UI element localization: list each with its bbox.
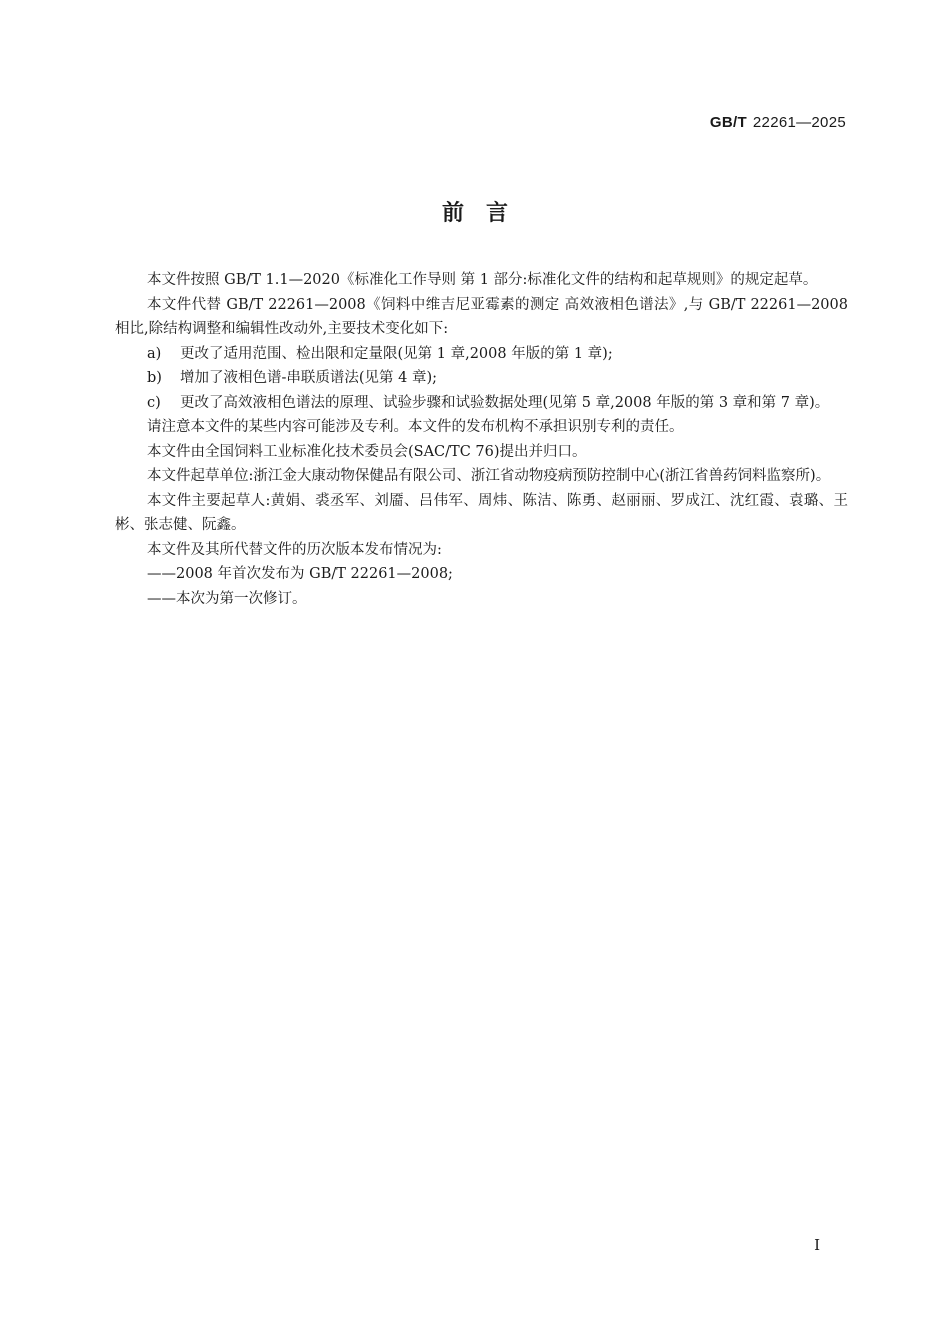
history-item-revision: ——本次为第一次修订。: [147, 590, 307, 607]
history-item-2008: ——2008 年首次发布为 GB/T 22261—2008;: [147, 566, 453, 582]
paragraph-drafting-units: 本文件起草单位:浙江金大康动物保健品有限公司、浙江省动物疫病预防控制中心(浙江省兽药饲料监察所)。: [147, 468, 831, 484]
document-code: [710, 114, 846, 131]
paragraph-drafting-rules: 本文件按照 GB/T 1.1—2020《标准化工作导则 第 1 部分:标准化文件的结构和起草规则》的规定起草。: [147, 272, 818, 288]
page-title: 前言: [441, 201, 530, 226]
list-marker: a): [147, 345, 162, 362]
paragraph-drafters: 本文件主要起草人:黄娟、裘丞军、刘靥、吕伟军、周炜、陈洁、陈勇、赵丽丽、罗成江、沈红霞、袁璐、王彬、张志健、阮鑫。: [115, 492, 848, 533]
standard-prefix: GB/T: [709, 114, 747, 131]
list-item-text: 增加了液相色谱-串联质谱法(见第 4 章);: [180, 370, 438, 386]
foreword-body: [115, 268, 848, 611]
page-number: I: [814, 1236, 820, 1254]
list-marker: b): [147, 370, 162, 386]
standard-number: 22261—2025: [752, 114, 846, 131]
paragraph-patent-notice: 请注意本文件的某些内容可能涉及专利。本文件的发布机构不承担识别专利的责任。: [147, 419, 684, 435]
list-marker: c): [147, 394, 161, 411]
list-item-change-b: [115, 366, 848, 391]
list-item-text: 更改了适用范围、检出限和定量限(见第 1 章,2008 年版的第 1 章);: [180, 345, 613, 362]
paragraph-replacement: 本文件代替 GB/T 22261—2008《饲料中维吉尼亚霉素的测定 高效液相色谱法》,与 GB/T 22261—2008 相比,除结构调整和编辑性改动外,主要技术变化如下:: [115, 296, 848, 337]
list-item-text: 更改了高效液相色谱法的原理、试验步骤和试验数据处理(见第 5 章,2008 年版的第 3 章和第 7 章)。: [180, 394, 830, 411]
paragraph-version-history: 本文件及其所代替文件的历次版本发布情况为:: [147, 541, 442, 558]
paragraph-proposer: 本文件由全国饲料工业标准化技术委员会(SAC/TC 76)提出并归口。: [147, 443, 587, 460]
list-item-change-a: [115, 342, 848, 367]
list-item-change-c: [115, 391, 848, 416]
